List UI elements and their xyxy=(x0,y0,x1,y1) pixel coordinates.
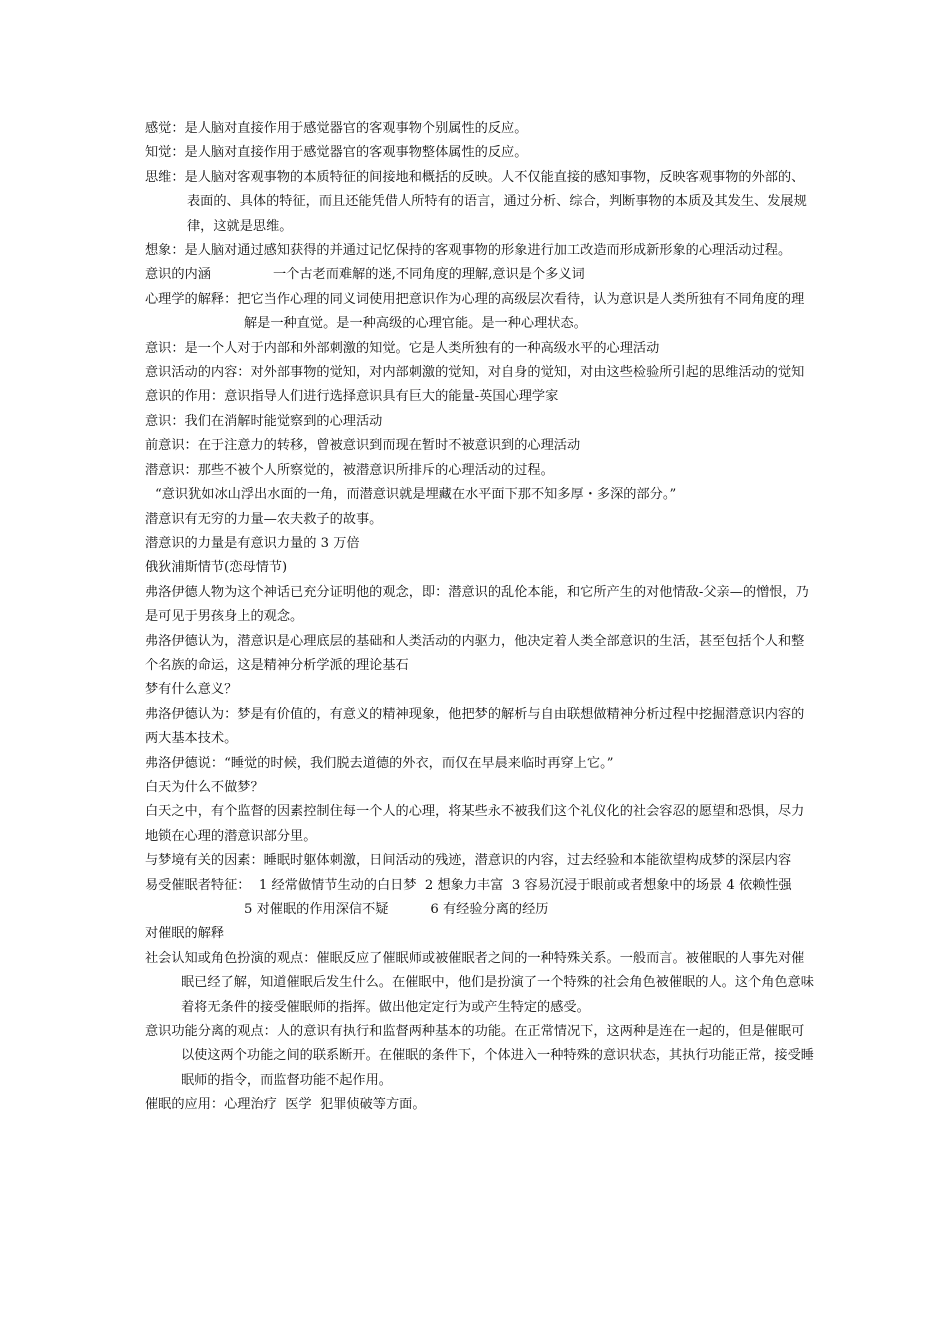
paragraph: 弗洛伊德认为，潜意识是心理底层的基础和人类活动的内驱力，他决定着人类全部意识的生活，甚至包括个人和整个名族的命运，这是精神分析学派的理论基石 xyxy=(145,633,805,673)
paragraph xyxy=(145,263,815,287)
paragraph: 知觉：是人脑对直接作用于感觉器官的客观事物整体属性的反应。 xyxy=(145,145,528,161)
paragraph: “意识犹如冰山浮出水面的一角，而潜意识就是埋藏在水平面下那不知多厚・多深的部分。” xyxy=(155,487,677,503)
paragraph: 社会认知或角色扮演的观点：催眠反应了催眠师或被催眠者之间的一种特殊关系。一般而言。被催眠的人事先对催眠已经了解，知道催眠后发生什么。在催眠中，他们是扮演了一个特殊的社会角色被催眠的人。这个角色意味着将无条件的接受催眠师的指挥。做出他定定行为或产生特定的感受。 xyxy=(145,950,814,1015)
paragraph: 意识功能分离的观点：人的意识有执行和监督两种基本的功能。在正常情况下，这两种是连在一起的，但是催眠可以使这两个功能之间的联系断开。在催眠的条件下，个体进入一种特殊的意识状态，其执行功能正常，接受睡眠师的指令，而监督功能不起作用。 xyxy=(145,1024,814,1088)
paragraph: 潜意识有无穷的力量—农夫救子的故事。 xyxy=(145,511,383,527)
paragraph: 潜意识的力量是有意识力量的 3 万倍 xyxy=(145,535,360,551)
paragraph: 对催眠的解释 xyxy=(145,926,225,942)
paragraph: 思维：是人脑对客观事物的本质特征的间接地和概括的反映。人不仅能直接的感知事物，反映客观事物的外部的、表面的、具体的特征，而且还能凭借人所特有的语言，通过分析、综合，判断事物的本质及其发生、发展规律，这就是思维。 xyxy=(145,169,807,234)
paragraph: 催眠的应用：心理治疗 医学 犯罪侦破等方面。 xyxy=(145,1097,426,1113)
document-body xyxy=(145,117,822,1118)
paragraph: 前意识：在于注意力的转移，曾被意识到而现在暂时不被意识到的心理活动 xyxy=(145,438,581,454)
paragraph: 俄狄浦斯情节(恋母情节) xyxy=(145,560,288,576)
paragraph: 易受催眠者特征： 1 经常做情节生动的白日梦 2 想象力丰富 3 容易沉浸于眼前或者想象中的场景 4 依赖性强 5 对催眠的作用深信不疑 6 有经验分离的经历 xyxy=(145,877,822,917)
paragraph: 弗洛伊德人物为这个神话已充分证明他的观念，即：潜意识的乱伦本能，和它所产生的对他情敌-父亲—的憎恨，乃是可见于男孩身上的观念。 xyxy=(145,584,809,625)
paragraph: 弗洛伊德说：“睡觉的时候，我们脱去道德的外衣，而仅在早晨来临时再穿上它。” xyxy=(145,755,614,771)
paragraph: 感觉：是人脑对直接作用于感觉器官的客观事物个别属性的反应。 xyxy=(145,121,528,136)
paragraph: 意识活动的内容：对外部事物的觉知，对内部刺激的觉知，对自身的觉知，对由这些检验所引起的思维活动的觉知 xyxy=(145,365,805,381)
paragraph: 意识：我们在消解时能觉察到的心理活动 xyxy=(145,413,383,429)
term-definition: 一个古老而难解的迷,不同角度的理解,意识是个多义词 xyxy=(273,267,585,283)
paragraph: 白天为什么不做梦？ xyxy=(145,779,264,795)
paragraph: 白天之中，有个监督的因素控制住每一个人的心理，将某些永不被我们这个礼仪化的社会容忍的愿望和恐惧，尽力地锁在心理的潜意识部分里。 xyxy=(145,804,805,844)
term-label: 意识的内涵 xyxy=(145,267,211,283)
paragraph: 梦有什么意义？ xyxy=(145,682,238,698)
paragraph: 弗洛伊德认为：梦是有价值的，有意义的精神现象，他把梦的解析与自由联想做精神分析过程中挖掘潜意识内容的两大基本技术。 xyxy=(145,706,805,747)
paragraph: 意识的作用：意识指导人们进行选择意识具有巨大的能量-英国心理学家 xyxy=(145,389,559,405)
paragraph: 与梦境有关的因素：睡眠时躯体刺激，日间活动的残迹，潜意识的内容，过去经验和本能欲望构成梦的深层内容 xyxy=(145,853,792,869)
paragraph: 潜意识：那些不被个人所察觉的，被潜意识所排斥的心理活动的过程。 xyxy=(145,462,554,478)
paragraph: 意识：是一个人对于内部和外部刺激的知觉。它是人类所独有的一种高级水平的心理活动 xyxy=(145,340,660,356)
paragraph: 想象：是人脑对通过感知获得的并通过记忆保持的客观事物的形象进行加工改造而形成新形象的心理活动过程。 xyxy=(145,243,792,259)
paragraph: 心理学的解释：把它当作心理的同义词使用把意识作为心理的高级层次看待，认为意识是人类所独有不同角度的理解是一种直觉。是一种高级的心理官能。是一种心理状态。 xyxy=(145,291,805,332)
